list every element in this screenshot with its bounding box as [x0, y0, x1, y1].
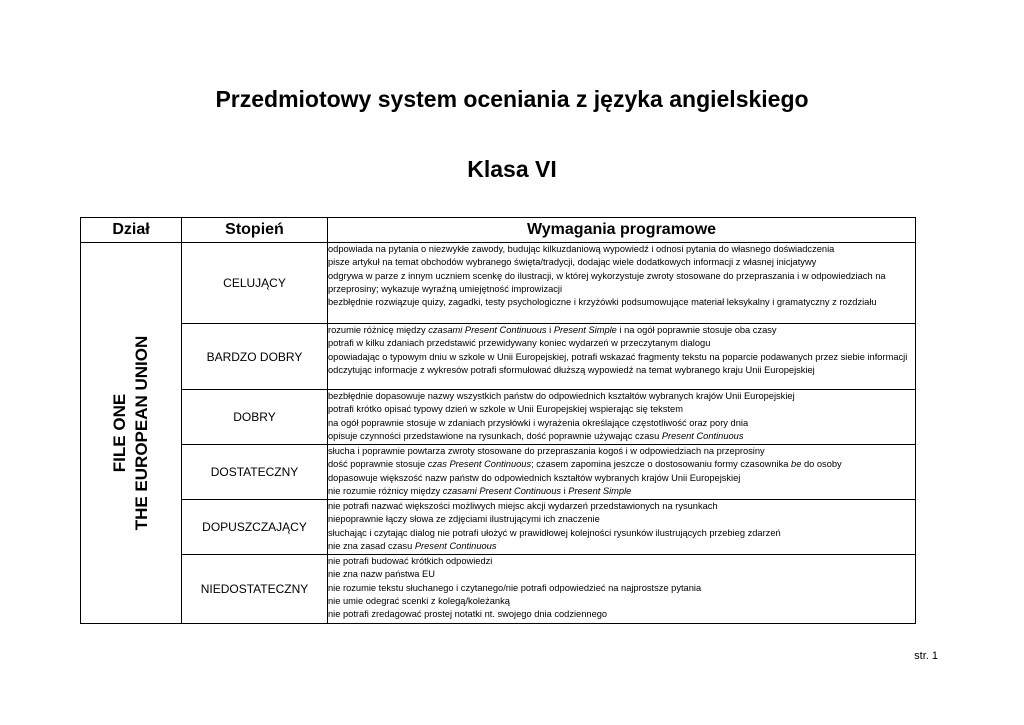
- requirement-item: [328, 595, 915, 608]
- requirement-item: [328, 608, 915, 621]
- requirement-italic-text: Present Simple: [568, 485, 632, 496]
- section-cell: [81, 243, 182, 624]
- grade-label: NIEDOSTATECZNY: [182, 555, 328, 624]
- requirement-text: rozumie różnicę między: [328, 325, 429, 336]
- requirement-text: nie zna zasad czasu: [328, 540, 415, 551]
- page-number: str. 1: [914, 650, 938, 662]
- requirements-cell: [328, 390, 916, 445]
- requirement-item: [328, 445, 915, 458]
- requirement-text: pisze artykuł na temat obchodów wybranego święta/tradycji, dodając wiele dodatkowych informacji z własnej inicjatywy: [328, 257, 817, 268]
- requirement-text: nie potrafi nazwać większości możliwych miejsc akcji wydarzeń przedstawionych na rysunkach: [328, 501, 718, 512]
- requirement-text: bezbłędnie dopasowuje nazwy wszystkich państw do odpowiednich kształtów wybranych krajów Unii Europejskiej: [328, 391, 795, 402]
- table-row: [81, 445, 916, 500]
- requirement-item: [328, 472, 915, 485]
- requirement-italic-text: czasami Present Continuous: [428, 325, 547, 336]
- requirement-item: [328, 568, 915, 581]
- requirement-text: nie zna nazw państwa EU: [328, 569, 435, 580]
- requirement-item: [328, 243, 915, 256]
- requirement-text: odczytując informacje z wykresów potrafi sformułować dłuższą wypowiedź na temat wybranego kraju Unii Europejskiej: [328, 365, 815, 376]
- document-title: Przedmiotowy system oceniania z języka angielskiego: [215, 86, 809, 112]
- section-label: [109, 336, 153, 531]
- requirement-text: nie rozumie różnicy między: [328, 485, 443, 496]
- requirement-item: [328, 390, 915, 403]
- requirement-text: dość poprawnie stosuje: [328, 459, 428, 470]
- requirement-italic-text: czas Present Continuous: [427, 459, 532, 470]
- requirement-text: potrafi w kilku zdaniach przedstawić przewidywany koniec wydarzeń w przeczytanym dialogu: [328, 338, 711, 349]
- requirement-text: odpowiada na pytania o niezwykłe zawody, budując kilkuzdaniową wypowiedź i odnosi pytania do własnego doświadczenia: [328, 244, 835, 254]
- requirement-item: [328, 582, 915, 595]
- requirements-cell: [328, 324, 916, 390]
- requirement-text: dopasowuje większość nazw państw do odpowiednich kształtów wybranych krajów Unii Europejskiej: [328, 472, 741, 483]
- requirement-text: nie potrafi budować krótkich odpowiedzi: [328, 556, 493, 566]
- requirement-text: na ogół poprawnie stosuje w zdaniach przysłówki i wyrażenia określające częstotliwość oraz pory dnia: [328, 417, 749, 428]
- requirement-text: nie potrafi zredagować prostej notatki nt. swojego dnia codziennego: [328, 609, 608, 620]
- table-header-row: [81, 218, 916, 243]
- table-row: [81, 324, 916, 390]
- requirement-text: ; czasem zapomina jeszcze o dostosowaniu formy czasownika: [531, 459, 792, 470]
- requirement-item: [328, 403, 915, 416]
- requirement-item: [328, 364, 915, 377]
- requirement-item: [328, 296, 915, 309]
- requirement-italic-text: Present Continuous: [661, 430, 744, 441]
- requirement-text: opowiadając o typowym dniu w szkole w Unii Europejskiej, potrafi wskazać fragmenty tekstu na poparcie podawanych przez siebie informacji: [328, 351, 908, 362]
- requirements-cell: [328, 555, 916, 624]
- grade-label: DOSTATECZNY: [182, 445, 328, 500]
- requirement-text: nie umie odegrać scenki z kolegą/koleżanką: [328, 595, 510, 606]
- requirement-item: [328, 417, 915, 430]
- requirement-item: [328, 500, 915, 513]
- grading-table: [80, 217, 916, 624]
- table-row: [81, 555, 916, 624]
- requirements-cell: [328, 243, 916, 324]
- requirement-item: [328, 527, 915, 540]
- requirements-cell: [328, 445, 916, 500]
- header-requirements: Wymagania programowe: [328, 218, 916, 243]
- table-row: [81, 500, 916, 555]
- requirement-text: słucha i poprawnie powtarza zwroty stosowane do przepraszania kogoś i w odpowiedziach na przeprosiny: [328, 446, 765, 457]
- section-title-line1: FILE ONE: [110, 393, 129, 473]
- requirements-cell: [328, 500, 916, 555]
- header-grade: Stopień: [182, 218, 328, 243]
- requirement-item: [328, 324, 915, 337]
- requirement-item: [328, 430, 915, 443]
- requirement-italic-text: Present Continuous: [414, 540, 497, 551]
- requirement-text: opisuje czynności przedstawione na rysunkach, dość poprawnie używając czasu: [328, 430, 662, 441]
- requirement-text: potrafi krótko opisać typowy dzień w szkole w Unii Europejskiej wspierając się tekstem: [328, 404, 683, 415]
- requirement-item: [328, 485, 915, 498]
- requirement-text: i na ogół poprawnie stosuje oba czasy: [616, 325, 777, 336]
- table-row: [81, 243, 916, 324]
- requirement-text: słuchając i czytając dialog nie potrafi ułożyć w prawidłowej kolejności rysunków ilustrujących przebieg zdarzeń: [328, 527, 781, 538]
- section-title-line2: THE EUROPEAN UNION: [132, 335, 151, 531]
- header-section: Dział: [81, 218, 182, 243]
- grade-label: BARDZO DOBRY: [182, 324, 328, 390]
- requirement-text: i: [546, 325, 554, 336]
- requirement-item: [328, 513, 915, 526]
- grade-label: DOBRY: [182, 390, 328, 445]
- requirement-text: niepoprawnie łączy słowa ze zdjęciami ilustrującymi ich znaczenie: [328, 514, 600, 525]
- requirement-item: [328, 458, 915, 471]
- requirement-text: do osoby: [801, 459, 842, 470]
- requirement-italic-text: Present Simple: [553, 325, 617, 336]
- requirement-text: odgrywa w parze z innym uczniem scenkę do ilustracji, w której wykorzystuje zwroty stosowane do przepraszania i w odpowiedziach na przeprosiny; wykazuje wyraźną umiejętność improwizacji: [328, 270, 886, 294]
- table-row: [81, 390, 916, 445]
- requirement-item: [328, 256, 915, 269]
- requirement-text: bezbłędnie rozwiązuje quizy, zagadki, testy psychologiczne i krzyżówki podsumowujące materiał leksykalny i gramatyczny z rozdziału: [328, 297, 877, 308]
- requirement-text: nie rozumie tekstu słuchanego i czytanego/nie potrafi odpowiedzieć na najprostsze pytania: [328, 582, 702, 593]
- requirement-item: [328, 351, 915, 364]
- requirement-italic-text: be: [791, 459, 802, 470]
- requirement-item: [328, 555, 915, 568]
- requirement-text: i: [561, 485, 569, 496]
- requirement-item: [328, 337, 915, 350]
- requirement-italic-text: czasami Present Continuous: [442, 485, 562, 496]
- class-subtitle: Klasa VI: [467, 156, 557, 182]
- grade-label: CELUJĄCY: [182, 243, 328, 324]
- requirement-item: [328, 270, 915, 297]
- requirement-item: [328, 540, 915, 553]
- grade-label: DOPUSZCZAJĄCY: [182, 500, 328, 555]
